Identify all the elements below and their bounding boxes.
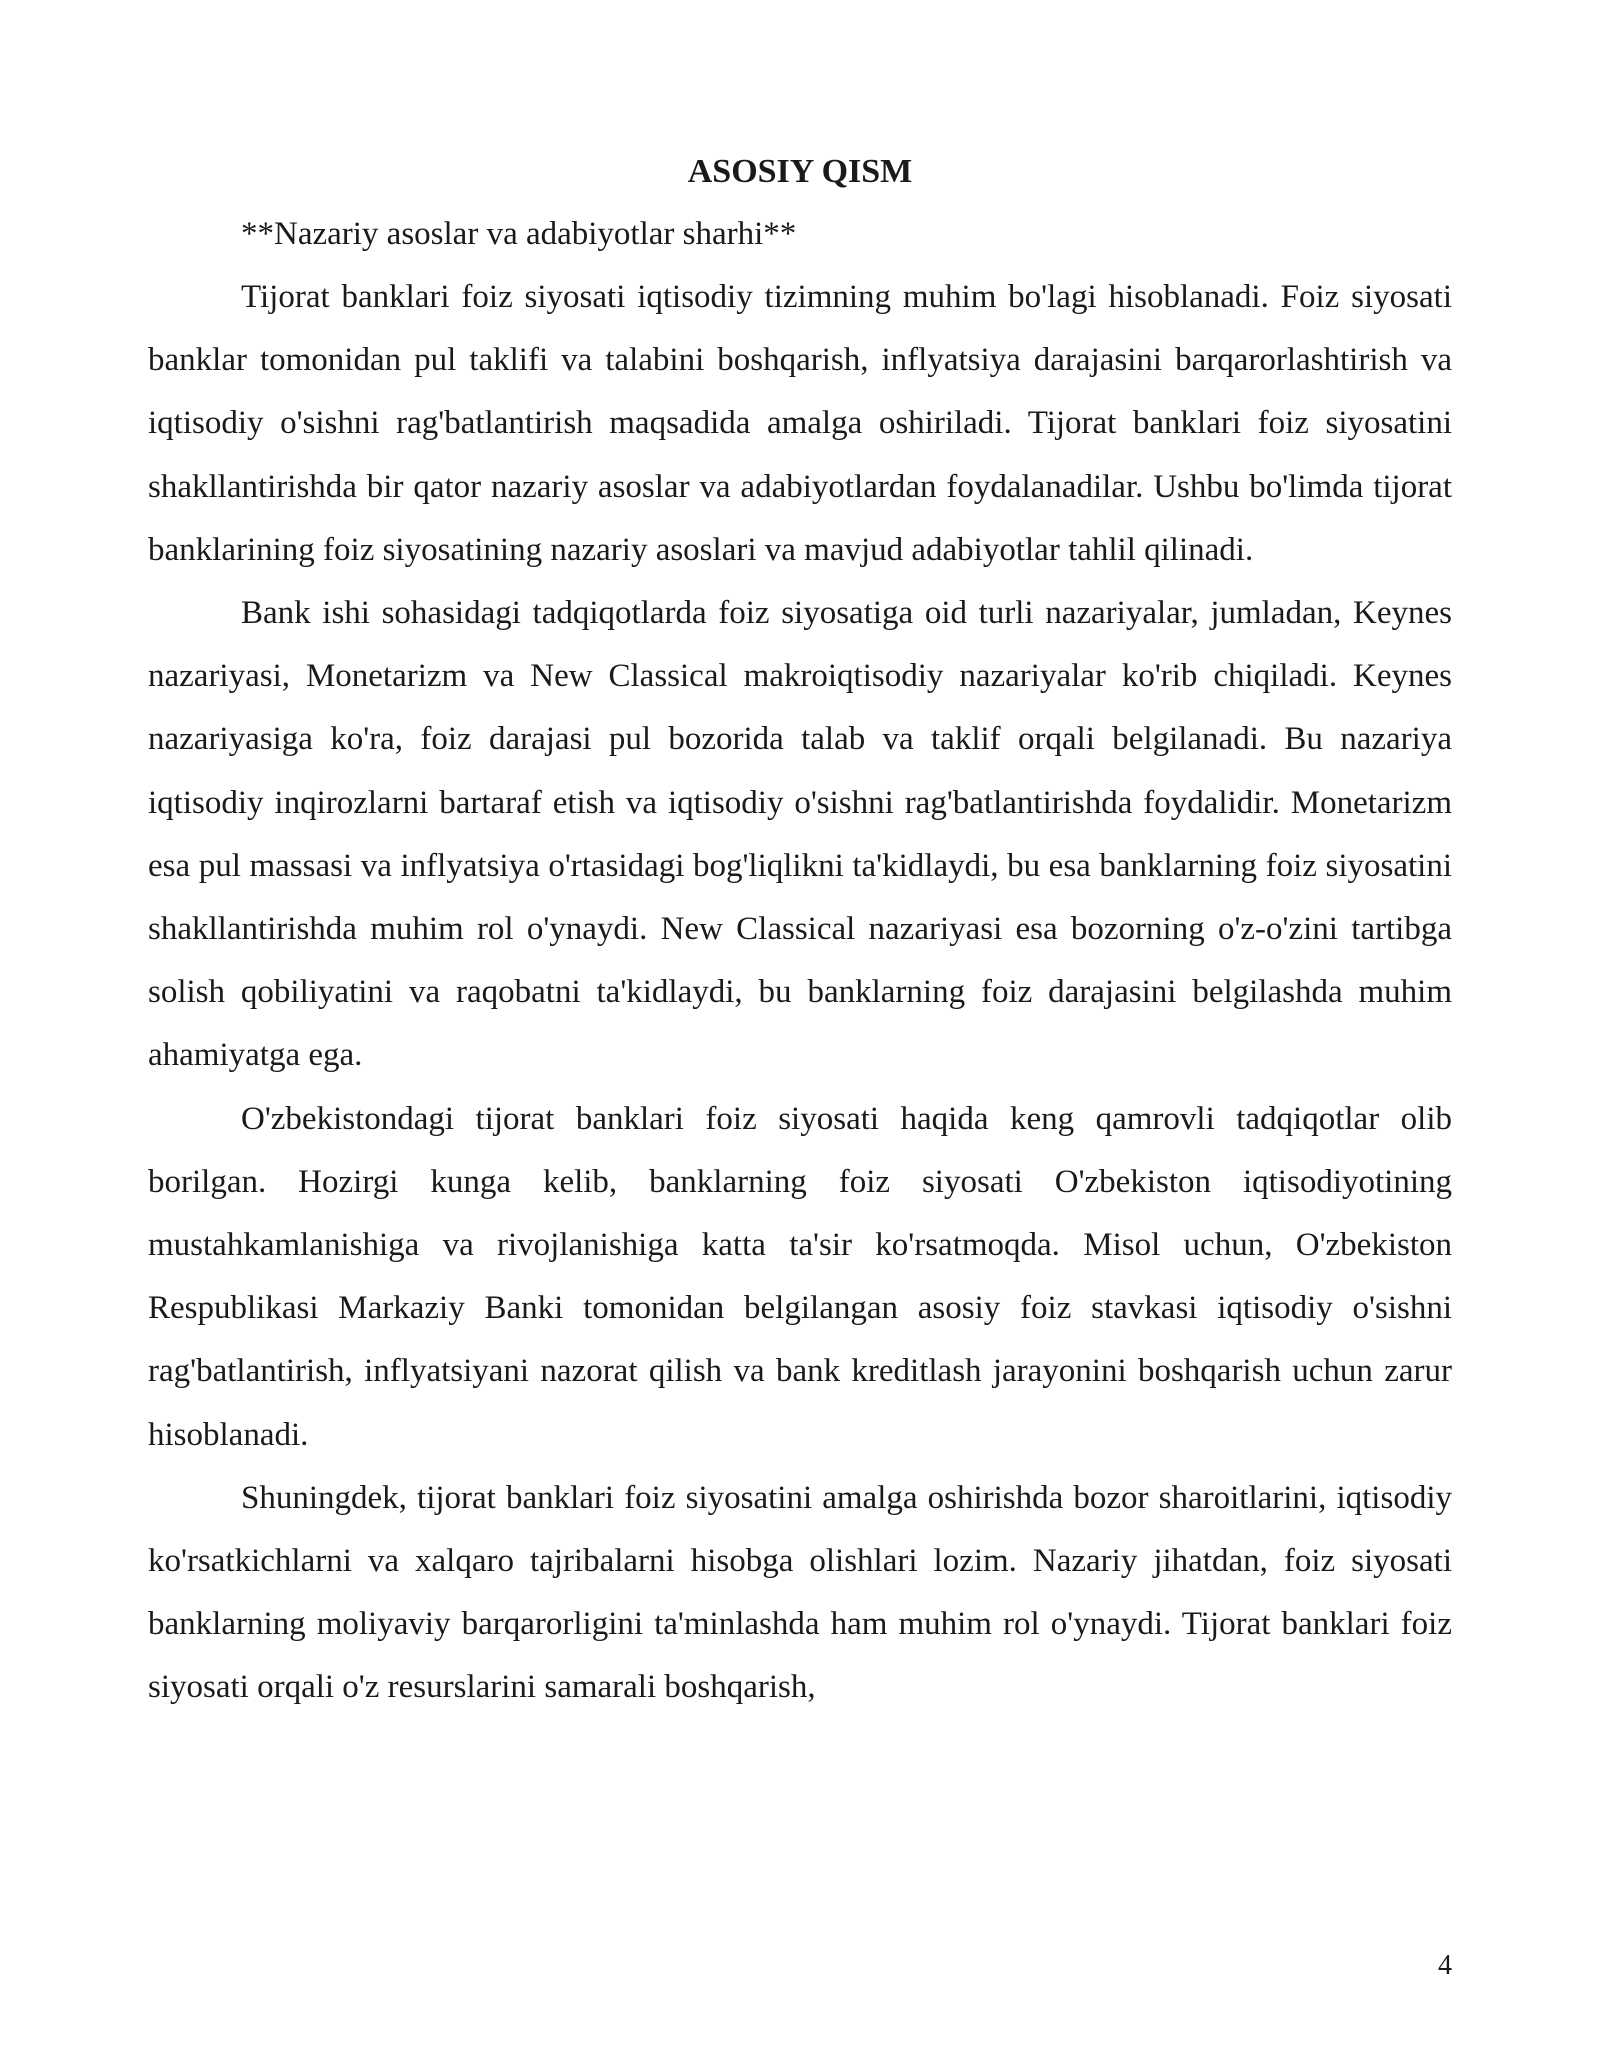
section-subheading: **Nazariy asoslar va adabiyotlar sharhi** bbox=[241, 216, 797, 252]
page-heading: ASOSIY QISM bbox=[687, 153, 913, 190]
body-paragraph-4: Shuningdek, tijorat banklari foiz siyosatini amalga oshirishda bozor sharoitlarini, iqtisodiy ko'rsatkichlarni va xalqaro tajribalarni hisobga olishlari lozim. Nazariy jihatdan, foiz siyosati banklarning moliyaviy barqarorligini ta'minlashda ham muhim rol o'ynaydi. Tijorat banklari foiz siyosati orqali o'z resurslarini samarali boshqarish, bbox=[148, 1479, 1452, 1706]
document-page bbox=[148, 140, 1452, 1720]
page-number: 4 bbox=[1438, 1950, 1452, 1981]
body-paragraph-1: Tijorat banklari foiz siyosati iqtisodiy tizimning muhim bo'lagi hisoblanadi. Foiz siyosati banklar tomonidan pul taklifi va talabini boshqarish, inflyatsiya darajasini barqarorlashtirish va iqtisodiy o'sishni rag'batlantirish maqsadida amalga oshiriladi. Tijorat banklari foiz siyosatini shakllantirishda bir qator nazariy asoslar va adabiyotlardan foydalanadilar. Ushbu bo'limda tijorat banklarining foiz siyosatining nazariy asoslari va mavjud adabiyotlar tahlil qilinadi. bbox=[148, 279, 1452, 568]
body-paragraph-3: O'zbekistondagi tijorat banklari foiz siyosati haqida keng qamrovli tadqiqotlar olib borilgan. Hozirgi kunga kelib, banklarning foiz siyosati O'zbekiston iqtisodiyotining mustahkamlanishiga va rivojlanishiga katta ta'sir ko'rsatmoqda. Misol uchun, O'zbekiston Respublikasi Markaziy Banki tomonidan belgilangan asosiy foiz stavkasi iqtisodiy o'sishni rag'batlantirish, inflyatsiyani nazorat qilish va bank kreditlash jarayonini boshqarish uchun zarur hisoblanadi. bbox=[148, 1100, 1452, 1453]
body-paragraph-2: Bank ishi sohasidagi tadqiqotlarda foiz siyosatiga oid turli nazariyalar, jumladan, Keynes nazariyasi, Monetarizm va New Classical makroiqtisodiy nazariyalar ko'rib chiqiladi. Keynes nazariyasiga ko'ra, foiz darajasi pul bozorida talab va taklif orqali belgilanadi. Bu nazariya iqtisodiy inqirozlarni bartaraf etish va iqtisodiy o'sishni rag'batlantirishda foydalidir. Monetarizm esa pul massasi va inflyatsiya o'rtasidagi bog'liqlikni ta'kidlaydi, bu esa banklarning foiz siyosatini shakllantirishda muhim rol o'ynaydi. New Classical nazariyasi esa bozorning o'z-o'zini tartibga solish qobiliyatini va raqobatni ta'kidlaydi, bu banklarning foiz darajasini belgilashda muhim ahamiyatga ega. bbox=[148, 595, 1452, 1074]
